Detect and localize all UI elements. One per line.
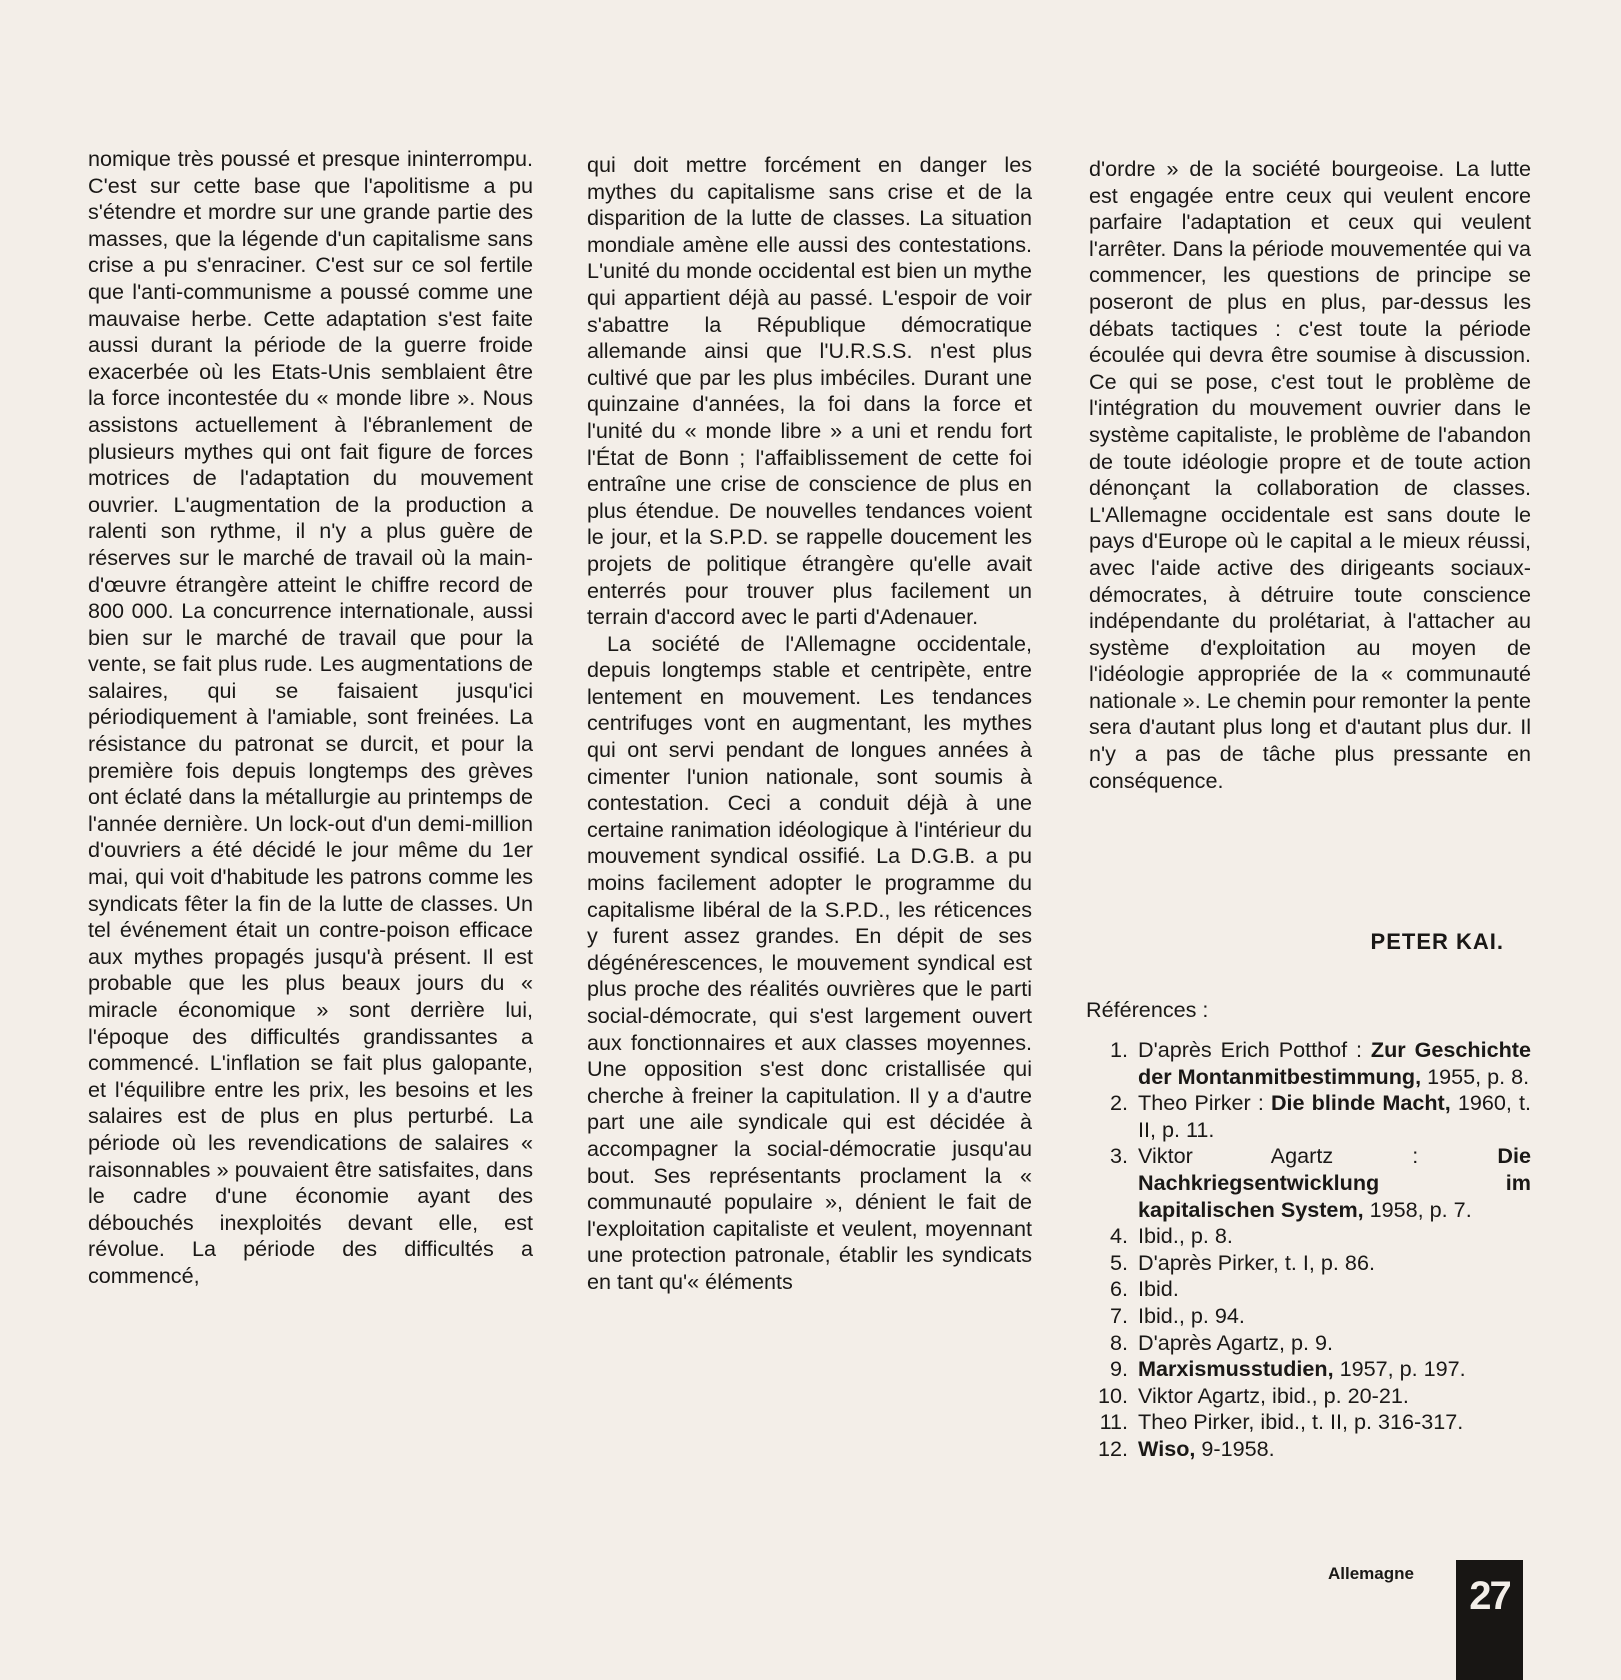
reference-item (1086, 1223, 1531, 1250)
reference-number: 9. (1109, 1356, 1128, 1382)
reference-item (1086, 1436, 1531, 1463)
section-label: Allemagne (1328, 1564, 1414, 1583)
reference-number: 12. (1097, 1435, 1128, 1461)
reference-item (1086, 1037, 1531, 1090)
reference-title: Zur Geschichte der Montanmitbestimmung, (1138, 1037, 1532, 1089)
reference-number: 7. (1109, 1302, 1128, 1328)
reference-item (1086, 1356, 1531, 1383)
page-number: 27 (1469, 1574, 1510, 1618)
references-list (1086, 1037, 1531, 1463)
reference-number: 5. (1109, 1249, 1128, 1275)
paragraph: qui doit mettre forcément en danger les mythes du capitalisme sans crise et de la disparition de la lutte de classes. La situation mondiale amène elle aussi des contestations. L'unité du monde occidental est bien un mythe qui appartient déjà au passé. L'espoir de voir s'abattre la République démocratique allemande ainsi que l'U.R.S.S. n'est plus cultivé que par les plus imbéciles. Durant une quinzaine d'années, la foi dans la force et l'unité du « monde libre » a uni et rendu fort l'État de Bonn ; l'affaiblissement de cette foi entraîne une crise de conscience de plus en plus étendue. De nouvelles tendances voient le jour, et la S.P.D. se rappelle doucement les projets de politique étrangère qu'elle avait enterrés pour trouver plus facilement un terrain d'accord avec le parti d'Adenauer. (587, 152, 1032, 630)
reference-author: D'après Erich Potthof : (1138, 1037, 1371, 1062)
reference-details: 1955, p. 8. (1421, 1063, 1530, 1089)
reference-title: Die blinde Macht, (1270, 1090, 1451, 1116)
reference-details: 9-1958. (1195, 1435, 1275, 1461)
reference-author: Theo Pirker : (1138, 1090, 1271, 1116)
page-number-box (1456, 1560, 1523, 1680)
author-signature: PETER KAI. (1370, 929, 1504, 954)
text-column-3 (1089, 156, 1531, 794)
reference-item (1086, 1330, 1531, 1357)
reference-author: D'après Pirker, t. I, p. 86. (1138, 1249, 1375, 1275)
reference-author: Ibid., p. 94. (1138, 1302, 1245, 1328)
reference-details: 1957, p. 197. (1333, 1356, 1466, 1382)
reference-author: Ibid. (1138, 1276, 1179, 1302)
reference-item (1086, 1143, 1531, 1223)
reference-number: 10. (1097, 1382, 1128, 1408)
reference-number: 4. (1109, 1223, 1128, 1249)
reference-number: 11. (1099, 1409, 1128, 1435)
paragraph: nomique très poussé et presque ininterrompu. C'est sur cette base que l'apolitisme a pu s'étendre et mordre sur une grande partie des masses, que la légende d'un capitalisme sans crise a pu s'enraciner. C'est sur ce sol fertile que l'anti-communisme a poussé comme une mauvaise herbe. Cette adaptation s'est faite aussi durant la période de la guerre froide exacerbée où les Etats-Unis semblaient être la force incontestée du « monde libre ». Nous assistons actuellement à l'ébranlement de plusieurs mythes qui ont fait figure de forces motrices de l'adaptation du mouvement ouvrier. L'augmentation de la production a ralenti son rythme, il n'y a plus guère de réserves sur le marché de travail où la main-d'œuvre étrangère atteint le chiffre record de 800 000. La concurrence internationale, aussi bien sur le marché de travail que pour la vente, se fait plus rude. Les augmentations de salaires, qui se faisaient jusqu'ici périodiquement à l'amiable, sont freinées. La résistance du patronat se durcit, et pour la première fois depuis longtemps des grèves ont éclaté dans la métallurgie au printemps de l'année dernière. Un lock-out d'un demi-million d'ouvriers a été décidé le jour même du 1er mai, qui voit d'habitude les patrons comme les syndicats fêter la fin de la lutte de classes. Un tel événement était un contre-poison efficace aux mythes propagés jusqu'à présent. Il est probable que les plus beaux jours du « miracle économique » sont derrière lui, l'époque des difficultés grandissantes a commencé. L'inflation se fait plus galopante, et l'équilibre entre les prix, les besoins et les salaires est de plus en plus perturbé. La période où les revendications de salaires « raisonnables » pouvaient être satisfaites, dans le cadre d'une économie ayant des débouchés inexploités devant elle, est révolue. La période des difficultés a commencé, (88, 146, 533, 1288)
reference-title: Marxismusstudien, (1138, 1356, 1334, 1382)
reference-details: 1958, p. 7. (1363, 1196, 1472, 1222)
reference-number: 1. (1109, 1037, 1128, 1062)
references-heading: Références : (1086, 997, 1209, 1022)
reference-title: Die Nachkriegsentwicklung im kapitalischen System, (1138, 1143, 1531, 1222)
reference-item (1086, 1409, 1531, 1436)
reference-author: D'après Agartz, p. 9. (1138, 1329, 1333, 1355)
reference-number: 8. (1109, 1329, 1128, 1355)
reference-item (1086, 1276, 1531, 1303)
reference-number: 2. (1109, 1090, 1128, 1116)
reference-number: 6. (1109, 1276, 1128, 1302)
text-column-2 (587, 152, 1032, 1296)
reference-title: Wiso, (1138, 1435, 1196, 1461)
reference-author: Theo Pirker, ibid., t. II, p. 316-317. (1138, 1409, 1464, 1435)
reference-item (1086, 1383, 1531, 1410)
reference-item (1086, 1090, 1531, 1143)
paragraph: d'ordre » de la société bourgeoise. La lutte est engagée entre ceux qui veulent encore parfaire l'adaptation et ceux qui veulent l'arrêter. Dans la période mouvementée qui va commencer, les questions de principe se poseront de plus en plus, par-dessus les débats tactiques : c'est toute la période écoulée qui devra être soumise à discussion. Ce qui se pose, c'est tout le problème de l'intégration du mouvement ouvrier dans le système capitaliste, le problème de l'abandon de toute idéologie propre et de toute action dénonçant la collaboration de classes. L'Allemagne occidentale est sans doute le pays d'Europe où le capital a le mieux réussi, avec l'aide active des dirigeants sociaux-démocrates, à détruire toute conscience indépendante du prolétariat, à l'attacher au système d'exploitation au moyen de l'idéologie appropriée de la « communauté nationale ». Le chemin pour remonter la pente sera d'autant plus long et d'autant plus dur. Il n'y a pas de tâche plus pressante en conséquence. (1089, 156, 1531, 793)
reference-number: 3. (1109, 1143, 1128, 1169)
text-column-1 (88, 146, 533, 1290)
reference-details: 1960, t. II, p. 11. (1138, 1090, 1531, 1142)
reference-author: Ibid., p. 8. (1138, 1223, 1233, 1249)
reference-item (1086, 1250, 1531, 1277)
paragraph: La société de l'Allemagne occidentale, depuis longtemps stable et centripète, entre lentement en mouvement. Les tendances centrifuges vont en augmentant, les mythes qui ont servi pendant de longues années à cimenter l'union nationale, sont soumis à contestation. Ceci a conduit déjà à une certaine ranimation idéologique à l'intérieur du mouvement syndical ossifié. La D.G.B. a pu moins facilement adopter le programme du capitalisme libéral de la S.P.D., les réticences y furent assez grandes. En dépit de ses dégénérescences, le mouvement syndical est plus proche des réalités ouvrières que le parti social-démocrate, qui s'est largement ouvert aux fonctionnaires et aux classes moyennes. Une opposition s'est donc cristallisée qui cherche à freiner la capitulation. Il y a d'autre part une aile syndicale qui est décidée à accompagner la social-démocratie jusqu'au bout. Ses représentants proclament la « communauté populaire », dénient le fait de l'exploitation capitaliste et veulent, moyennant une protection patronale, établir les syndicats en tant qu'« éléments (587, 630, 1032, 1294)
reference-item (1086, 1303, 1531, 1330)
reference-author: Viktor Agartz : (1138, 1143, 1498, 1169)
reference-author: Viktor Agartz, ibid., p. 20-21. (1138, 1382, 1409, 1408)
